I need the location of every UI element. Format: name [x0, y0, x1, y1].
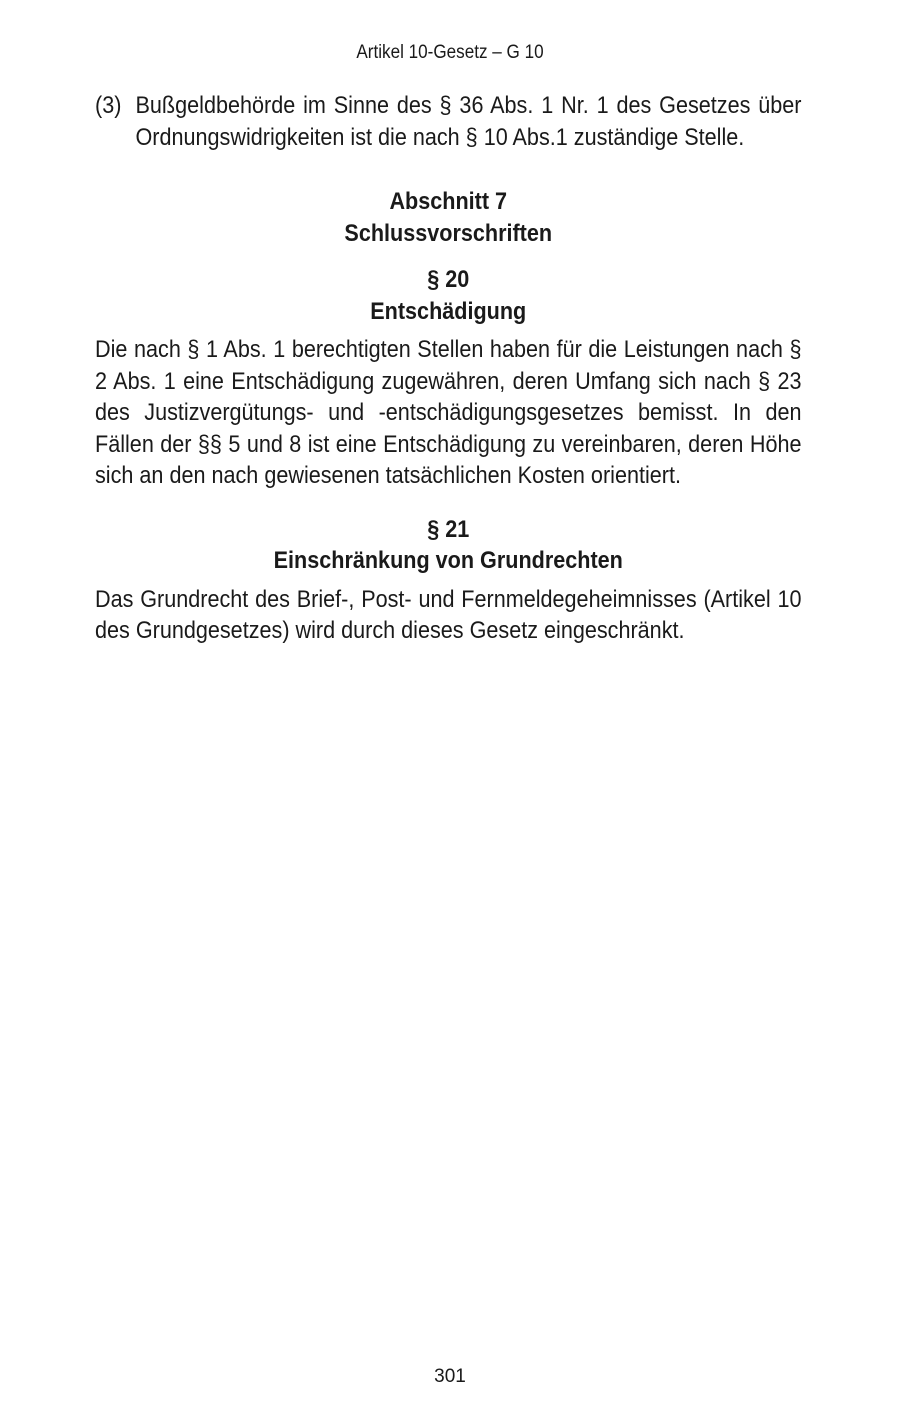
section-21-number: § 21	[427, 515, 470, 543]
section-21-text: Das Grundrecht des Brief-, Post- und Fernmeldegeheimnisses (Artikel 10 des Grundgesetzes) wird durch dieses Gesetz eingeschränkt.	[95, 585, 802, 644]
paragraph-text: Bußgeldbehörde im Sinne des § 36 Abs. 1 Nr. 1 des Gesetzes über Ordnungswidrigkeiten ist die nach § 10 Abs.1 zuständige Stelle.	[135, 92, 802, 151]
running-header-title: Artikel 10-Gesetz – G 10	[356, 42, 544, 63]
page-number	[0, 1366, 900, 1388]
paragraph-3	[95, 90, 802, 153]
section-20-text: Die nach § 1 Abs. 1 berechtigten Stellen haben für die Leistungen nach § 2 Abs. 1 eine Entschädigung zugewähren, deren Umfang sich nach § 23 des Justizvergütungs- und -entschädigungsgesetzes bemisst. In den Fällen der §§ 5 und 8 ist eine Entschädigung zu vereinbaren, deren Höhe sich an den nach gewiesenen tatsächlichen Kosten orientiert.	[95, 336, 802, 489]
page-number-text: 301	[434, 1366, 466, 1387]
abschnitt-label: Abschnitt 7	[389, 188, 508, 215]
abschnitt-heading	[95, 186, 802, 249]
text-column	[95, 90, 802, 647]
section-20-title: Entschädigung	[370, 297, 527, 325]
paragraph-number: (3)	[95, 92, 122, 119]
abschnitt-title: Schlussvorschriften	[344, 219, 553, 247]
page-content	[95, 90, 802, 647]
section-20-heading	[95, 264, 802, 327]
running-header	[45, 42, 855, 64]
section-21-heading	[95, 514, 802, 577]
section-20-number: § 20	[427, 266, 470, 293]
section-21-title: Einschränkung von Grundrechten	[273, 547, 623, 574]
